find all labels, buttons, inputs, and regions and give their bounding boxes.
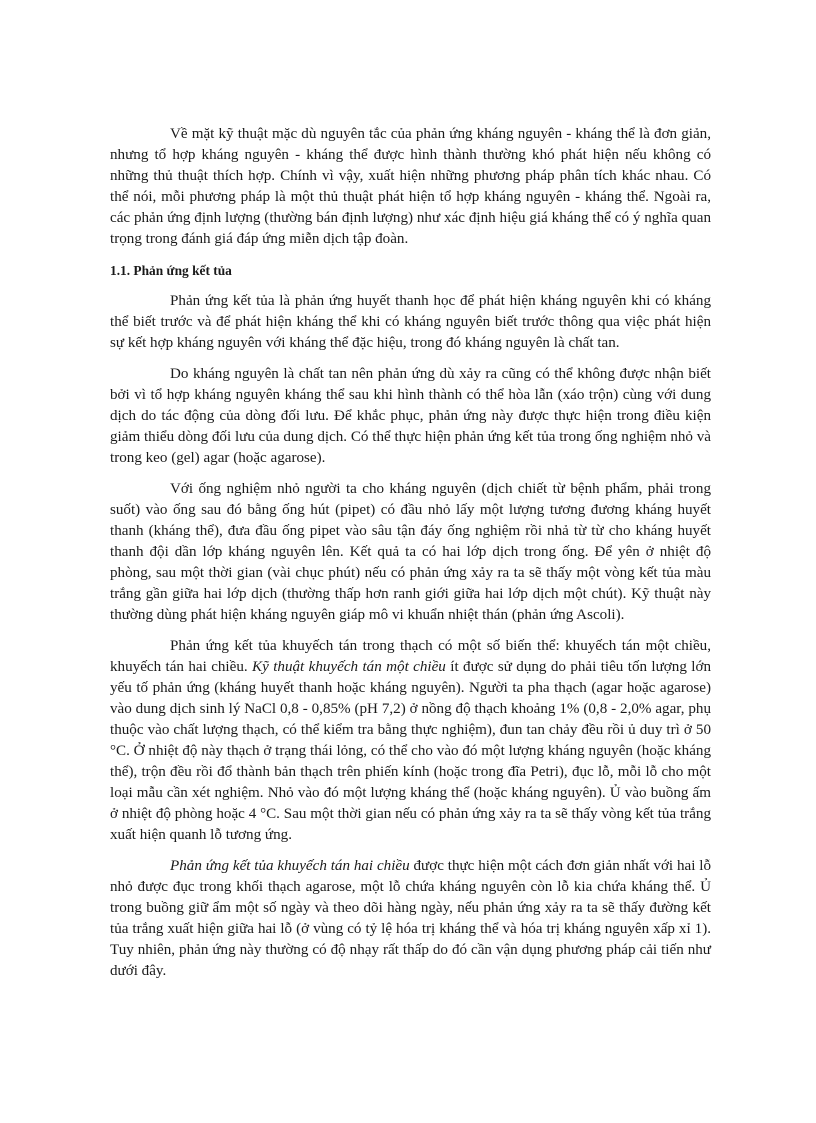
- section-heading: 1.1. Phản ứng kết tủa: [110, 263, 232, 278]
- intro-paragraph: Về mặt kỹ thuật mặc dù nguyên tắc của phản ứng kháng nguyên - kháng thể là đơn giản, nhưng tổ hợp kháng nguyên - kháng thể được hình thành thường khó phát hiện nếu không có những thủ thuật thích hợp. Chính vì vậy, xuất hiện những phương pháp phân tích khác nhau. Có thể nói, mỗi phương pháp là một thủ thuật phát hiện tổ hợp kháng nguyên - kháng thể. Ngoài ra, các phản ứng định lượng (thường bán định lượng) như xác định hiệu giá kháng thể có ý nghĩa quan trọng trong đánh giá đáp ứng miễn dịch tập đoàn.: [110, 126, 711, 247]
- document-page: [110, 124, 711, 992]
- paragraph-gel-diffusion: [110, 636, 711, 846]
- italic-term: Kỹ thuật khuyếch tán một chiều: [252, 659, 446, 675]
- paragraph-text: được thực hiện một cách đơn giản nhất với hai lỗ nhỏ được đục trong khối thạch agarose, một lỗ chứa kháng nguyên còn lỗ kia chứa kháng thể. Ủ trong buồng giữ ẩm một số ngày và theo dõi hàng ngày, nếu phản ứng xảy ra ta sẽ thấy đường kết tủa trắng xuất hiện giữa hai lỗ (ở vùng có tỷ lệ hóa trị kháng thể và hóa trị kháng nguyên xấp xỉ 1). Tuy nhiên, phản ứng này thường có độ nhạy rất thấp do đó cần vận dụng phương pháp cải tiến như dưới đây.: [110, 858, 711, 979]
- paragraph-precipitation-definition: Phản ứng kết tủa là phản ứng huyết thanh học để phát hiện kháng nguyên khi có kháng thể biết trước và để phát hiện kháng thể khi có kháng nguyên biết trước thông qua việc phát hiện sự kết hợp kháng nguyên với kháng thể đặc hiệu, trong đó kháng nguyên là chất tan.: [110, 293, 711, 351]
- paragraph-convection: Do kháng nguyên là chất tan nên phản ứng dù xảy ra cũng có thể không được nhận biết bởi vì tổ hợp kháng nguyên kháng thể sau khi hình thành có thể hòa lẫn (xáo trộn) cùng với dung dịch do tác động của dòng đối lưu. Để khắc phục, phản ứng này được thực hiện trong điều kiện giảm thiểu dòng đối lưu của dung dịch. Có thể thực hiện phản ứng kết tủa trong ống nghiệm nhỏ và trong keo (gel) agar (hoặc agarose).: [110, 366, 711, 466]
- paragraph-double-diffusion: [110, 856, 711, 982]
- paragraph-text: Phản ứng kết tủa khuyếch tán trong thạch có một số biến thể: khuyếch tán một chiều, khuyếch tán hai chiều.: [110, 638, 711, 675]
- italic-term: Phản ứng kết tủa khuyếch tán hai chiều: [170, 858, 410, 874]
- paragraph-test-tube: Với ống nghiệm nhỏ người ta cho kháng nguyên (dịch chiết từ bệnh phẩm, phải trong suốt) vào ống sau đó bằng ống hút (pipet) có đầu nhỏ lấy một lượng tương đương kháng huyết thanh (kháng thể), đưa đầu ống pipet vào sâu tận đáy ống nghiệm rồi nhả từ từ cho kháng huyết thanh đội dần lớp kháng nguyên lên. Kết quả ta có hai lớp dịch trong ống. Để yên ở nhiệt độ phòng, sau một thời gian (vài chục phút) nếu có phản ứng xảy ra ta sẽ thấy một vòng kết tủa màu trắng gần giữa hai lớp dịch (thường thấp hơn ranh giới giữa hai lớp dịch một chút). Kỹ thuật này thường dùng phát hiện kháng nguyên giáp mô vi khuẩn nhiệt thán (phản ứng Ascoli).: [110, 481, 711, 623]
- paragraph-text: ít được sử dụng do phải tiêu tốn lượng lớn yếu tố phản ứng (kháng huyết thanh hoặc kháng nguyên). Người ta pha thạch (agar hoặc agarose) vào dung dịch sinh lý NaCl 0,8 - 0,85% (pH 7,2) ở nồng độ thạch khoảng 1% (0,8 - 2,0% agar, phụ thuộc vào chất lượng thạch, có thể kiểm tra bằng thực nghiệm), đun tan chảy đều rồi ủ duy trì ở 50 °C. Ở nhiệt độ này thạch ở trạng thái lỏng, có thể cho vào đó một lượng kháng nguyên (hoặc kháng thể), trộn đều rồi đổ thành bản thạch trên phiến kính (hoặc trong đĩa Petri), đục lỗ, mỗi lỗ cho một loại mẫu cần xét nghiệm. Nhỏ vào đó một lượng kháng thể (hoặc kháng nguyên). Ủ vào buồng ấm ở nhiệt độ phòng hoặc 4 °C. Sau một thời gian nếu có phản ứng xảy ra ta sẽ thấy vòng kết tủa trắng xuất hiện quanh lỗ tương ứng.: [110, 659, 711, 843]
